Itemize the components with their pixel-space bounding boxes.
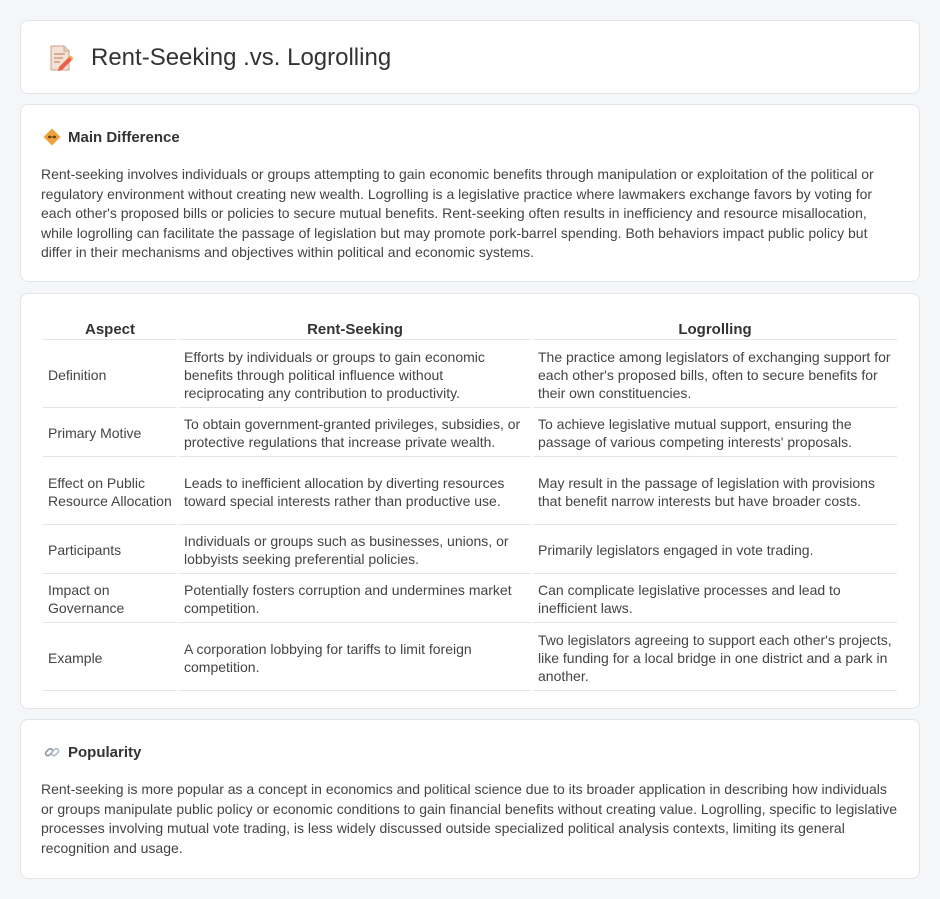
table-header-row (43, 317, 897, 340)
popularity-card (20, 719, 920, 879)
aspect-cell: Example (43, 625, 177, 691)
table-row (43, 576, 897, 623)
table-row (43, 459, 897, 525)
diamond-sign-icon (43, 128, 61, 146)
rent-seeking-cell: Potentially fosters corruption and undermines market competition. (179, 576, 531, 623)
logrolling-cell: May result in the passage of legislation with provisions that benefit narrow interests but have broader costs. (533, 459, 897, 525)
document-pencil-icon (45, 43, 75, 73)
rent-seeking-cell: To obtain government-granted privileges, subsidies, or protective regulations that increase private wealth. (179, 410, 531, 457)
table-row (43, 527, 897, 574)
aspect-cell: Impact on Governance (43, 576, 177, 623)
aspect-cell: Participants (43, 527, 177, 574)
main-difference-title: Main Difference (68, 128, 180, 146)
rent-seeking-cell: Efforts by individuals or groups to gain economic benefits through political influence without reciprocating any contribution to productivity. (179, 342, 531, 408)
logrolling-cell: Two legislators agreeing to support each other's projects, like funding for a local bridge in one district and a park in another. (533, 625, 897, 691)
table-row (43, 410, 897, 457)
logrolling-cell: Can complicate legislative processes and lead to inefficient laws. (533, 576, 897, 623)
comparison-card (20, 293, 920, 709)
logrolling-cell: To achieve legislative mutual support, ensuring the passage of various competing interests' proposals. (533, 410, 897, 457)
rent-seeking-cell: Leads to inefficient allocation by diverting resources toward special interests rather than productive use. (179, 459, 531, 525)
logrolling-cell: The practice among legislators of exchanging support for each other's proposed bills, often to secure benefits for their own constituencies. (533, 342, 897, 408)
link-icon (43, 743, 61, 761)
table-row (43, 342, 897, 408)
column-header-rent-seeking: Rent-Seeking (179, 317, 531, 340)
aspect-cell: Definition (43, 342, 177, 408)
column-header-aspect: Aspect (43, 317, 177, 340)
popularity-text: Rent-seeking is more popular as a concept in economics and political science due to its broader application in describing how individuals or groups manipulate public policy or economic conditions to gain financial benefits without creating value. Logrolling, specific to legislative processes involving mutual vote trading, is less widely discussed outside specialized political analysis contexts, limiting its general recognition and usage. (41, 781, 898, 856)
page-title: Rent-Seeking .vs. Logrolling (91, 44, 392, 71)
title-card (20, 20, 920, 94)
popularity-title: Popularity (68, 743, 142, 761)
main-difference-card (20, 104, 920, 282)
main-difference-text: Rent-seeking involves individuals or groups attempting to gain economic benefits through manipulation or exploitation of the political or regulatory environment without creating new wealth. Logrolling is a legislative practice where lawmakers exchange favors by voting for each other's proposed bills or policies to secure mutual benefits. Rent-seeking often results in inefficiency and resource misallocation, while logrolling can facilitate the passage of legislation but may promote pork-barrel spending. Both behaviors impact public policy but differ in their mechanisms and objectives within political and economic systems. (41, 166, 874, 260)
column-header-logrolling: Logrolling (533, 317, 897, 340)
logrolling-cell: Primarily legislators engaged in vote trading. (533, 527, 897, 574)
aspect-cell: Primary Motive (43, 410, 177, 457)
main-difference-header (43, 128, 180, 146)
rent-seeking-cell: A corporation lobbying for tariffs to limit foreign competition. (179, 625, 531, 691)
table-row (43, 625, 897, 691)
rent-seeking-cell: Individuals or groups such as businesses, unions, or lobbyists seeking preferential policies. (179, 527, 531, 574)
comparison-table (41, 315, 899, 693)
popularity-header (43, 743, 141, 761)
aspect-cell: Effect on Public Resource Allocation (43, 459, 177, 525)
title-row (45, 43, 391, 73)
